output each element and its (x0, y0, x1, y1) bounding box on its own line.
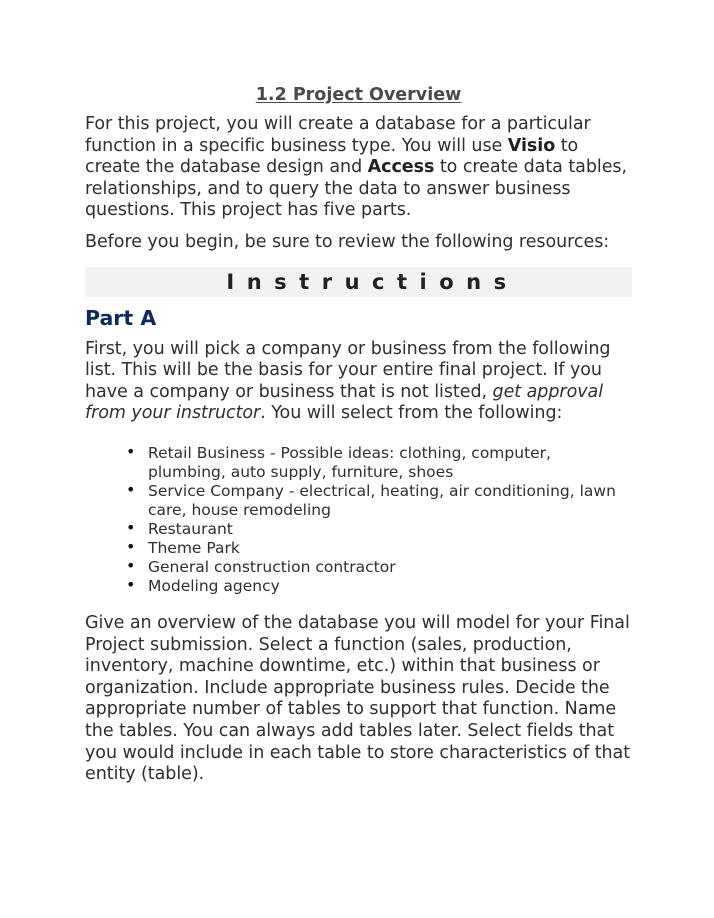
business-options-list (85, 441, 632, 596)
part-a-paragraph (85, 339, 632, 425)
intro-text-3: to create data tables, relationships, and to query the data to answer business questions. This project has five parts. (85, 157, 627, 221)
part-a-heading: Part A (85, 305, 157, 330)
list-item (126, 574, 632, 596)
part-a-text-2: . You will select from the following: (260, 403, 563, 424)
bullet-icon: • (126, 441, 136, 461)
visio-bold: Visio (507, 135, 556, 156)
bullet-icon: • (126, 479, 136, 499)
list-item (126, 517, 632, 539)
intro-text-1: For this project, you will create a database for a particular function in a specific business type. You will use (85, 114, 591, 156)
bullet-icon: • (126, 517, 136, 537)
overview-paragraph: Give an overview of the database you will model for your Final Project submission. Select a function (sales, production, inventory, machine downtime, etc.) within that business or organization. Include appropriate business rules. Decide the appropriate number of tables to support that function. Name the tables. You can always add tables later. Select fields that you would include in each table to store characteristics of that entity (table). (85, 612, 631, 785)
list-item (126, 441, 632, 482)
page-title: 1.2 Project Overview (255, 85, 462, 105)
list-item-text: Retail Business - Possible ideas: clothing, computer, plumbing, auto supply, furniture, shoes (148, 443, 551, 481)
approval-italic: get approval from your instructor (85, 381, 604, 424)
bullet-icon: • (126, 574, 136, 594)
part-a-text-1: First, you will pick a company or business from the following list. This will be the basis for your entire final project. If you have a company or business that is not listed, (85, 338, 611, 402)
intro-text-2: to create the database design and (85, 135, 579, 178)
document-page (85, 84, 632, 786)
list-item (126, 555, 632, 577)
before-begin-paragraph: Before you begin, be sure to review the following resources: (85, 231, 610, 252)
list-item-text: Service Company - electrical, heating, air conditioning, lawn care, house remodeling (148, 481, 616, 519)
list-item-text: Restaurant (148, 519, 233, 538)
access-bold: Access (367, 157, 435, 178)
bullet-icon: • (126, 555, 136, 575)
list-item-text: Theme Park (148, 538, 240, 557)
intro-paragraph (85, 114, 632, 222)
list-item-text: Modeling agency (148, 576, 280, 595)
bullet-icon: • (126, 536, 136, 556)
list-item (126, 479, 632, 520)
instructions-banner: Instructions (85, 267, 632, 297)
list-item-text: General construction contractor (148, 557, 396, 576)
list-item (126, 536, 632, 558)
